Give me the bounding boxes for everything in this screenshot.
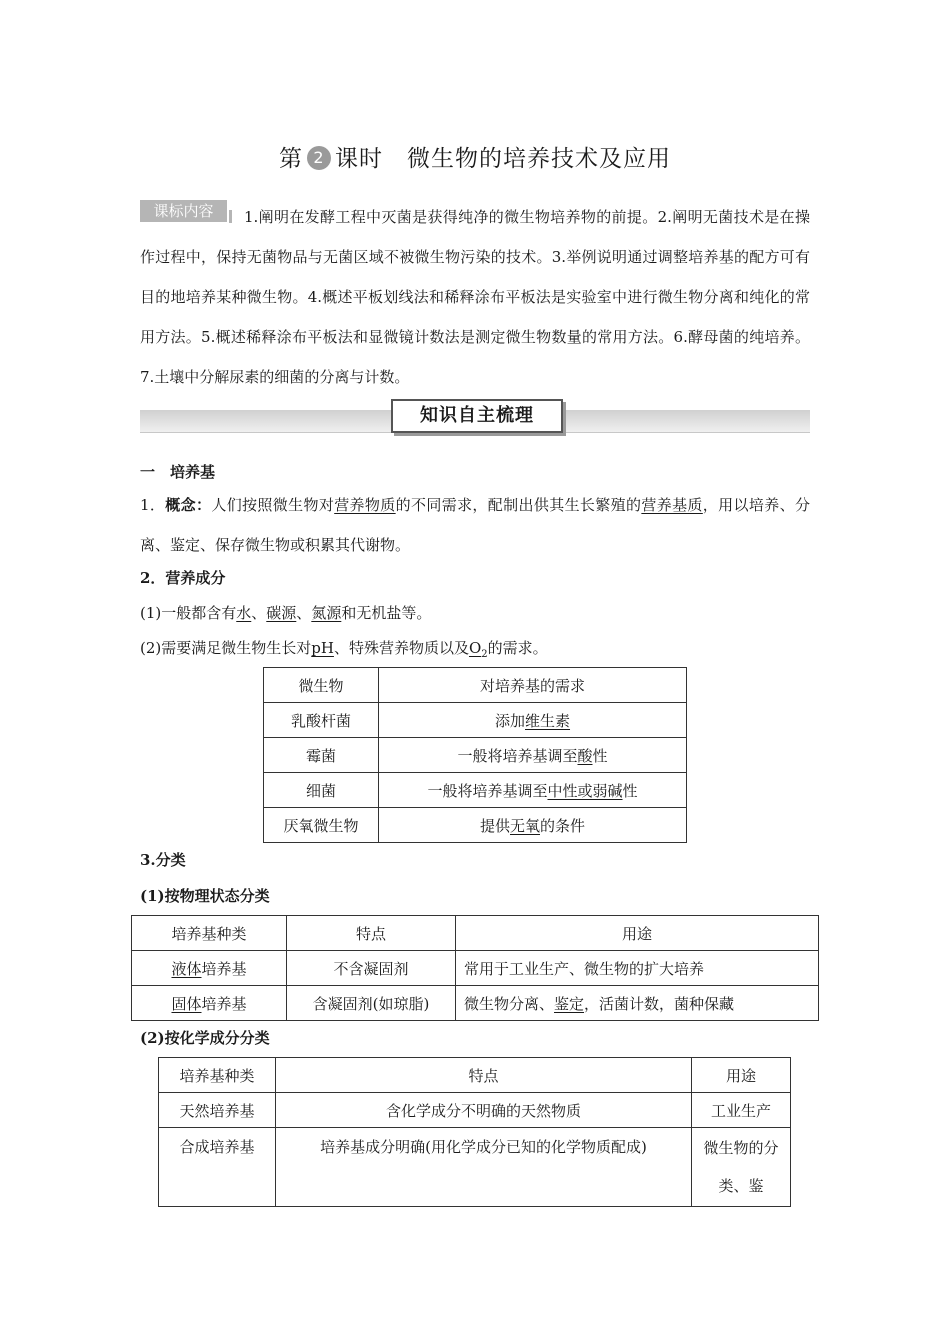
needs-table-header [264,668,687,703]
oxygen-symbol: O [468,639,482,657]
title-topic: 微生物的培养技术及应用 [407,146,671,172]
needs-answer: 无氧 [509,816,540,835]
physical-use-pre: 微生物分离、 [464,994,555,1013]
physical-type-answer: 固体 [171,994,202,1013]
table-row [159,1093,791,1128]
physical-heading: (1)按物理状态分类 [140,887,270,905]
physical-use: 常用于工业生产、微生物的扩大培养 [456,951,819,986]
concept-label: 概念： [165,496,212,514]
chemical-table-header [159,1058,791,1093]
needs-pre: 一般将培养基调至 [457,746,578,765]
physical-header-feature: 特点 [287,916,456,951]
table-row [264,808,687,843]
nutrient-carbon: 碳源 [266,604,297,622]
nutrient-water: 水 [236,604,252,622]
concept-paragraph [140,485,810,565]
physical-type [132,986,287,1021]
classification-heading: 3.分类 [140,851,186,869]
needs-answer: 维生素 [525,711,571,730]
chemical-header-type: 培养基种类 [159,1058,276,1093]
needs-requirement [379,808,687,843]
needs-post: 性 [592,746,608,765]
needs-organism: 细菌 [264,773,379,808]
table-row [264,738,687,773]
nutrients-heading: 2．营养成分 [140,569,226,587]
needs-pre: 一般将培养基调至 [427,781,548,800]
physical-use-post: ，活菌计数，菌种保藏 [584,994,735,1013]
chemical-heading: (2)按化学成分分类 [140,1029,270,1047]
page-title [0,140,950,173]
physical-table [131,915,819,1021]
chemical-type: 合成培养基 [159,1128,276,1207]
nutrient-nitrogen: 氮源 [311,604,342,622]
chemical-use: 微生物的分类、鉴 [692,1128,791,1207]
needs-header-organism: 微生物 [264,668,379,703]
concept-answer-2: 营养基质 [641,496,703,514]
table-row [159,1128,791,1207]
nutrients-l2-pre: (2)需要满足微生物生长对 [140,639,312,657]
curriculum-text: 1.阐明在发酵工程中灭菌是获得纯净的微生物培养物的前提。2.阐明无菌技术是在操作过程中，保持无菌物品与无菌区域不被微生物污染的技术。3.举例说明通过调整培养基的配方可有目的地培养某种微生物。4.概述平板划线法和稀释涂布平板法是实验室中进行微生物分离和纯化的常用方法。5.概述稀释涂布平板法和显微镜计数法是测定微生物数量的常用方法。6.酵母菌的纯培养。7.土壤中分解尿素的细菌的分离与计数。 [140,208,810,386]
nutrient-oxygen [468,639,488,660]
needs-answer: 酸 [577,746,593,765]
chemical-header-use: 用途 [692,1058,791,1093]
nutrient-ph: pH [311,639,334,657]
physical-use-answer: 鉴定 [554,994,585,1013]
physical-type-answer: 液体 [171,959,202,978]
curriculum-badge: 课标内容 [140,200,227,222]
concept-answer-1: 营养物质 [334,496,396,514]
needs-post: 性 [622,781,638,800]
physical-header-type: 培养基种类 [132,916,287,951]
nutrients-line-2 [140,637,548,660]
physical-header-use: 用途 [456,916,819,951]
chemical-feature: 培养基成分明确(用化学成分已知的化学物质配成) [276,1128,692,1207]
needs-answer: 中性或弱碱 [547,781,623,800]
nutrients-l2-post: 的需求。 [487,639,548,657]
needs-pre: 提供 [479,816,510,835]
physical-type-post: 培养基 [201,959,247,978]
needs-organism: 霉菌 [264,738,379,773]
physical-feature: 含凝固剂(如琼脂) [287,986,456,1021]
physical-feature: 不含凝固剂 [287,951,456,986]
needs-requirement [379,738,687,773]
concept-text-1: 人们按照微生物对 [211,496,335,514]
physical-type-post: 培养基 [201,994,247,1013]
table-row [132,986,819,1021]
part-heading: 一 培养基 [140,463,216,481]
table-row [264,773,687,808]
title-prefix: 第 [279,146,303,172]
nutrients-l1-pre: (1)一般都含有 [140,604,237,622]
concept-text-3: ，用以培养、分离、鉴定、保存微生物或积累其代谢物。 [140,496,810,554]
lesson-number-badge: 2 [307,146,331,170]
needs-organism: 厌氧微生物 [264,808,379,843]
section-title: 知识自主梳理 [391,399,563,433]
needs-requirement [379,703,687,738]
physical-type [132,951,287,986]
nutrients-l2-mid: 、特殊营养物质以及 [333,639,469,657]
concept-num: 1． [140,496,166,514]
physical-use [456,986,819,1021]
chemical-table [158,1057,791,1207]
oxygen-subscript: 2 [481,649,488,660]
needs-organism: 乳酸杆菌 [264,703,379,738]
chemical-feature: 含化学成分不明确的天然物质 [276,1093,692,1128]
needs-table [263,667,687,843]
title-suffix: 课时 [335,146,383,172]
needs-requirement [379,773,687,808]
needs-pre: 添加 [494,711,525,730]
table-row [264,703,687,738]
nutrients-l1-post: 和无机盐等。 [341,604,432,622]
needs-post: 的条件 [540,816,586,835]
chemical-type: 天然培养基 [159,1093,276,1128]
chemical-header-feature: 特点 [276,1058,692,1093]
nutrients-line-1: (1)一般都含有水、碳源、氮源和无机盐等。 [140,604,432,622]
concept-text-2: 的不同需求，配制出供其生长繁殖的 [395,496,642,514]
needs-header-need: 对培养基的需求 [379,668,687,703]
chemical-use: 工业生产 [692,1093,791,1128]
physical-table-header [132,916,819,951]
table-row [132,951,819,986]
